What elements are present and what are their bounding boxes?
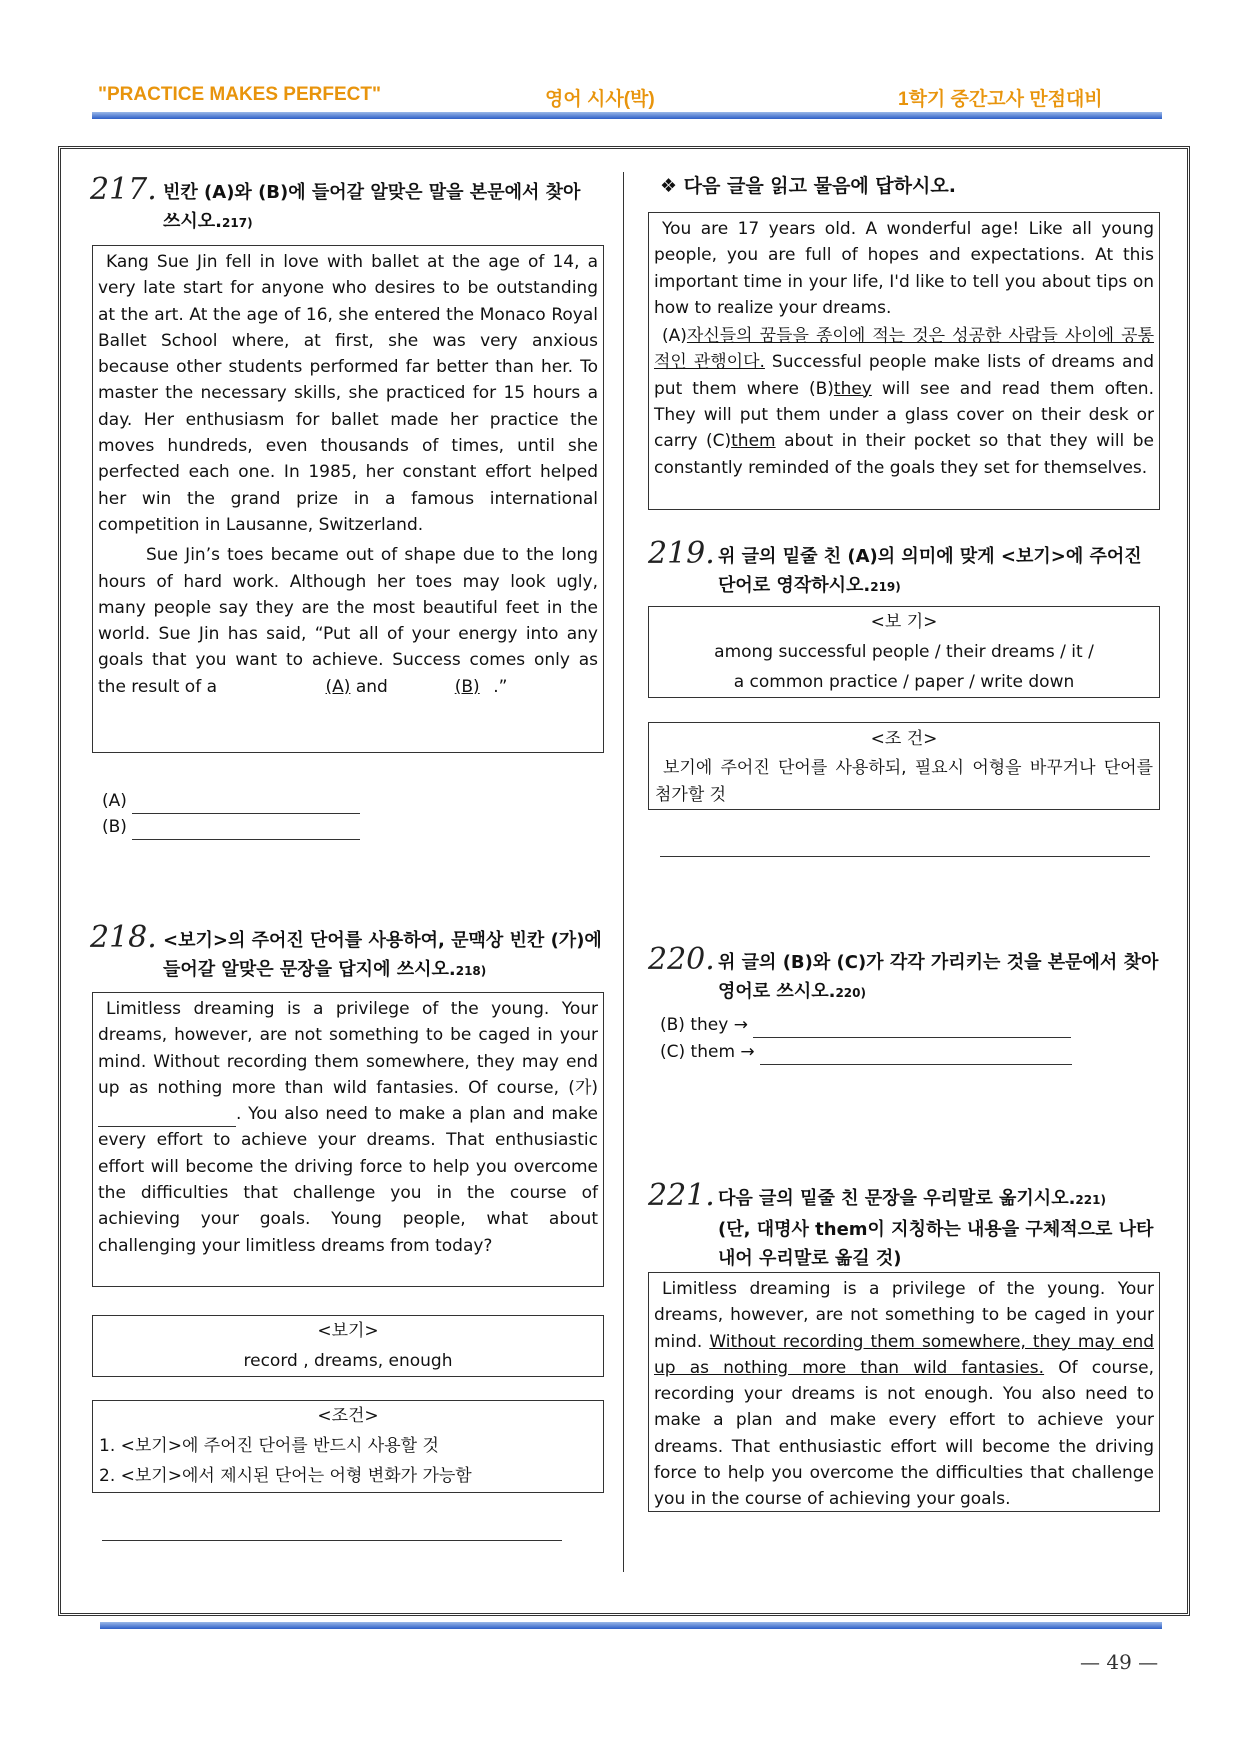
question-prompt-220 <box>718 948 1160 1008</box>
answer-blank-a[interactable] <box>132 793 360 814</box>
underlined-sentence-a: 자신들의 꿈들을 종이에 적는 것은 성공한 사람들 사이에 공통적인 관행이다. <box>654 326 1154 373</box>
passage-221 <box>648 1272 1160 1512</box>
answer-blank-they[interactable] <box>753 1017 1071 1038</box>
question-prompt-218 <box>163 926 603 986</box>
question-prompt-219 <box>718 542 1160 602</box>
footnote-ref: 219) <box>870 580 901 594</box>
answer-row-b <box>102 814 360 840</box>
prompt-text: 다음 글의 밑줄 친 문장을 우리말로 옮기시오. <box>718 1188 1076 1209</box>
question-prompt-217 <box>163 178 603 238</box>
question-prompt-221 <box>718 1184 1160 1273</box>
bogi-title: <보기> <box>317 1321 379 1341</box>
passage-217 <box>92 245 604 753</box>
prompt-text: <보기>의 주어진 단어를 사용하여, 문맥상 빈칸 (가)에 들어갈 알맞은 문장을 답지에 쓰시오. <box>163 930 602 980</box>
prompt-condition: (단, 대명사 them이 지칭하는 내용을 구체적으로 나타내어 우리말로 옮길 것) <box>718 1219 1154 1269</box>
question-number-219: 219. <box>648 536 715 571</box>
prompt-text: 빈칸 (A)와 (B)에 들어갈 알맞은 말을 본문에서 찾아 쓰시오. <box>163 182 581 232</box>
question-number-218: 218. <box>90 920 157 955</box>
underlined-word-c: them <box>731 431 776 452</box>
bogi-title: <보 기> <box>870 612 938 632</box>
passage-text: Limitless dreaming is a privilege of the young. Your dreams, however, are not something to be caged in your mind. <box>654 1279 1154 1352</box>
condition-title: <조건> <box>317 1406 379 1426</box>
question-number-221: 221. <box>648 1178 715 1213</box>
footnote-ref: 217) <box>222 216 253 230</box>
page-number: — 49 — <box>1080 1650 1159 1674</box>
passage-text: and <box>355 676 388 697</box>
answer-row-they <box>660 1012 1071 1038</box>
blank-a: (A) <box>325 676 351 697</box>
answer-line-218[interactable] <box>102 1540 562 1541</box>
footnote-ref: 221) <box>1075 1193 1106 1207</box>
blank-b: (B) <box>454 676 480 697</box>
passage-text: Limitless dreaming is a privilege of the young. Your dreams, however, are not something to be caged in your mind. Without recording them somewhere, they may end up as nothing more than wild fantasies. Of course, (가) <box>98 999 598 1098</box>
condition-box-219 <box>648 722 1160 810</box>
prompt-text: 위 글의 밑줄 친 (A)의 의미에 맞게 <보기>에 주어진 단어로 영작하시오. <box>718 546 1142 596</box>
answer-blank-them[interactable] <box>760 1044 1072 1065</box>
question-number-220: 220. <box>648 942 715 977</box>
header-title-left: "PRACTICE MAKES PERFECT" <box>98 84 381 105</box>
passage-paragraph <box>98 542 598 700</box>
bogi-words: record , dreams, enough <box>243 1351 453 1371</box>
label-a: (A) <box>662 326 687 347</box>
passage-text: Sue Jin’s toes became out of shape due to the long hours of hard work. Although her toes may look ugly, many people say they are the most beautiful feet in the world. Sue Jin has said, “Put all of your energy into any goals that you want to achieve. Success comes only as the result of a <box>98 545 598 697</box>
condition-item: 1. <보기>에 주어진 단어를 반드시 사용할 것 <box>99 1436 439 1456</box>
answer-label: (B) <box>102 817 127 837</box>
passage-paragraph <box>654 1276 1154 1513</box>
answer-row-a <box>102 788 360 814</box>
section-instruction: ❖ 다음 글을 읽고 물음에 답하시오. <box>660 175 956 197</box>
underlined-word-b: they <box>833 378 872 399</box>
passage-218-221-shared <box>648 212 1160 510</box>
condition-item: 2. <보기>에서 제시된 단어는 어형 변화가 가능함 <box>99 1466 472 1486</box>
footnote-ref: 220) <box>835 986 866 1000</box>
footer-divider <box>100 1622 1162 1629</box>
header-divider <box>92 112 1162 119</box>
prompt-text: 위 글의 (B)와 (C)가 각각 가리키는 것을 본문에서 찾아 영어로 쓰시오. <box>718 952 1159 1002</box>
passage-text: .” <box>493 676 508 697</box>
answer-row-them <box>660 1039 1072 1065</box>
header-subject: 영어 시사(박) <box>545 89 655 110</box>
bogi-box-219 <box>648 606 1160 698</box>
answer-label: (A) <box>102 791 127 811</box>
column-divider <box>623 172 624 1572</box>
passage-text: Of course, recording your dreams is not enough. You also need to make a plan and make every effort to achieve your dreams. That enthusiastic effort will become the driving force to help you overcome the difficulties that challenge you in the course of achieving your goals. <box>654 1357 1154 1510</box>
passage-text: Successful people make lists of dreams and put them where (B) <box>654 352 1155 399</box>
passage-218 <box>92 992 604 1287</box>
answer-line-219[interactable] <box>660 856 1150 857</box>
answer-label: (B) they → <box>660 1015 748 1035</box>
condition-title: <조 건> <box>870 729 938 749</box>
bogi-words: among successful people / their dreams / it / <box>714 642 1094 662</box>
answer-label: (C) them → <box>660 1042 755 1062</box>
bogi-words: a common practice / paper / write down <box>733 672 1075 692</box>
passage-text: about in their pocket so that they will be constantly reminded of the goals they set for themselves. <box>654 431 1154 478</box>
passage-paragraph: You are 17 years old. A wonderful age! Like all young people, you are full of hopes and expectations. At this important time in your life, I'd like to tell you about tips on how to realize your dreams. <box>654 219 1154 318</box>
condition-box-218 <box>92 1400 604 1493</box>
answer-blank-b[interactable] <box>132 819 360 840</box>
passage-text: . You also need to make a plan and make every effort to achieve your dreams. That enthusiastic effort will become the driving force to help you overcome the difficulties that challenge you in the course of achieving your goals. Young people, what about challenging your limitless dreams from today? <box>98 1104 598 1256</box>
question-number-217: 217. <box>90 172 157 207</box>
passage-paragraph <box>654 323 1154 481</box>
footnote-ref: 218) <box>455 964 487 978</box>
blank-ga[interactable] <box>98 1108 236 1127</box>
underlined-sentence: Without recording them somewhere, they may end up as nothing more than wild fantasies. <box>654 1331 1155 1378</box>
header-exam: 1학기 중간고사 만점대비 <box>898 89 1103 110</box>
bogi-box-218 <box>92 1315 604 1377</box>
passage-paragraph: Kang Sue Jin fell in love with ballet at the age of 14, a very late start for anyone who desires to be outstanding at the art. At the age of 16, she entered the Monaco Royal Ballet School where, at first, she was very anxious because other students performed far better than her. To master the necessary skills, she practiced for 15 hours a day. Her enthusiasm for ballet made her practice the moves hundreds, even thousands of times, until she perfected each one. In 1985, her constant effort helped her win the grand prize in a famous international competition in Lausanne, Switzerland. <box>98 252 598 535</box>
passage-paragraph <box>98 996 598 1259</box>
passage-text: will see and read them often. They will put them under a glass cover on their desk or carry (C) <box>654 378 1154 452</box>
condition-item: 보기에 주어진 단어를 사용하되, 필요시 어형을 바꾸거나 단어를 첨가할 것 <box>655 758 1153 805</box>
